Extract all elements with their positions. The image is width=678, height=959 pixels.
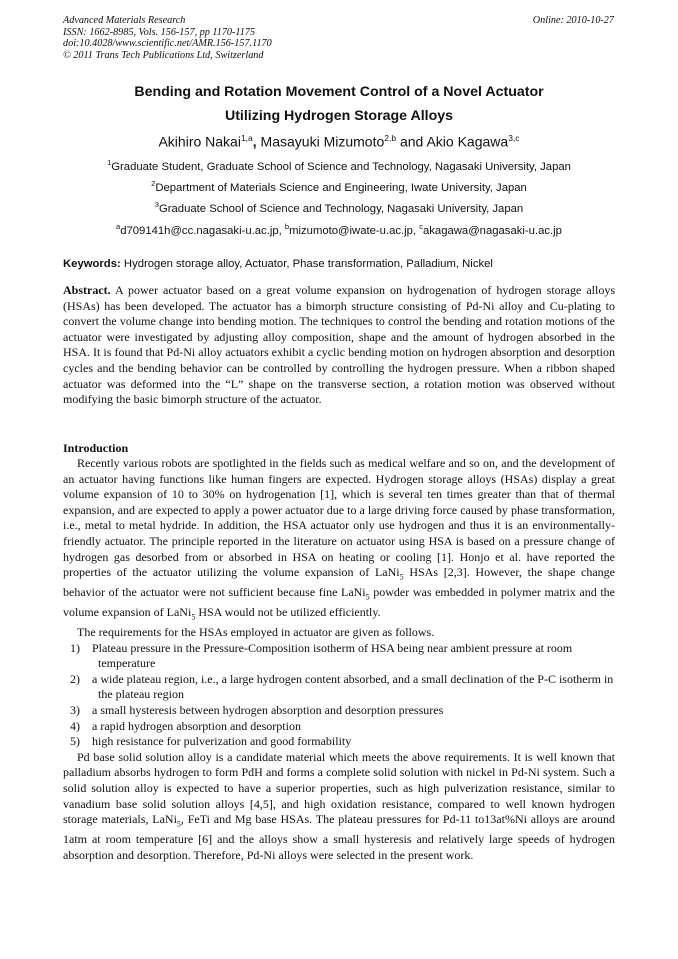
author-3-sup: 3,c (508, 133, 520, 143)
intro-p1-part-a: Recently various robots are spotlighted in the fields such as medical welfare and so on, and the development of an actuator having functions like human fingers are expected. Hydrogen storage alloys (HSAs) display a great volume expansion of 10 to 30% on hydrogenation [1], which is several ten times greater than that of thermal expansion, and are expected to apply a power actuator due to a large driving force caused by phase transformation, i.e., metal to metal hydride. In addition, the HSA actuator only use hydrogen and thus it is an environmentally-friendly actuator. The principle reported in the literature on actuator using HSA is based on a pressure change of hydrogen gas desorbed from or absorbed in HSA on heating or cooling [1]. Honjo et al. have reported the properties of the actuator utilizing the volume expansion of LaNi (63, 456, 615, 580)
affiliation-2-text: Department of Materials Science and Engineering, Iwate University, Japan (155, 181, 527, 194)
list-item-text: Plateau pressure in the Pressure-Composition isotherm of HSA being near ambient pressure at room temperature (92, 640, 573, 671)
intro-p2-part-a: Pd base solid solution alloy is a candidate material which meets the above requirements. It is well known that palladium absorbs hydrogen to form PdH and forms a complete solid solution with nickel in Pd-Ni system. Such a solid solution alloy is expected to have a superior properties, such as high pulverization resistance, similar to vanadium base solid solution alloys [4,5], and high oxidation resistance, compared to well known hydrogen storage materials, LaNi (63, 749, 615, 827)
list-item-text: high resistance for pulverization and good formability (92, 734, 352, 749)
intro-paragraph-1 (63, 456, 615, 625)
journal-name: Advanced Materials Research (63, 15, 186, 26)
affiliation-3-sup: 3 (154, 200, 159, 209)
requirements-list (63, 641, 615, 750)
abstract (63, 283, 615, 408)
author-1-sup: 1,a (240, 133, 253, 143)
author-list (60, 128, 618, 152)
abstract-label: Abstract. (63, 283, 111, 297)
keywords (63, 256, 615, 272)
list-item (63, 672, 615, 703)
journal-doi: doi:10.4028/www.scientific.net/AMR.156-157.1170 (63, 38, 272, 50)
affiliation-2 (60, 176, 618, 196)
affiliation-3-text: Graduate School of Science and Technology, Nagasaki University, Japan (158, 202, 524, 215)
keywords-label: Keywords: (63, 258, 121, 270)
author-1: Akihiro Nakai (158, 133, 241, 150)
journal-copyright: © 2011 Trans Tech Publications Ltd, Switzerland (63, 49, 264, 61)
list-item (63, 703, 615, 719)
email-c: akagawa@nagasaki-u.ac.jp (422, 224, 562, 237)
keywords-text: Hydrogen storage alloy, Actuator, Phase transformation, Palladium, Nickel (120, 258, 493, 270)
list-item (63, 719, 615, 735)
online-date: Online: 2010-10-27 (532, 15, 614, 26)
author-2: Masayuki Mizumoto (256, 133, 385, 150)
email-a: d709141h@cc.nagasaki-u.ac.jp, (120, 224, 285, 237)
intro-paragraph-2 (63, 750, 615, 864)
list-item-number: 3) (70, 703, 80, 718)
introduction-body (63, 456, 615, 863)
author-3: Akio Kagawa (426, 133, 509, 150)
intro-p1-part-d: HSA would not be utilized efficiently. (195, 605, 381, 620)
intro-p1-part-c: powder was embedded in polymer matrix and the volume expansion of LaNi (63, 585, 615, 620)
paper-title (60, 80, 618, 128)
list-item-number: 4) (70, 718, 80, 733)
intro-p1-part-b: HSAs [2,3]. However, the shape change behavior of the actuator were not sufficient because fine LaNi (63, 565, 615, 600)
title-line-1: Bending and Rotation Movement Control of a Novel Actuator (134, 84, 544, 100)
subscript-5: 5 (176, 819, 181, 829)
affiliation-2-sup: 2 (151, 179, 156, 188)
list-item-text: a small hysteresis between hydrogen absorption and desorption pressures (92, 703, 444, 718)
list-item-text: a rapid hydrogen absorption and desorption (92, 718, 301, 733)
journal-issn: ISSN: 1662-8985, Vols. 156-157, pp 1170-1175 (63, 26, 256, 38)
list-item (63, 734, 615, 750)
affiliation-1-sup: 1 (107, 158, 112, 167)
introduction-heading: Introduction (63, 441, 129, 455)
list-item (63, 641, 615, 672)
subscript-5: 5 (191, 612, 196, 622)
list-item-number: 2) (70, 671, 80, 686)
abstract-text: A power actuator based on a great volume expansion on hydrogenation of hydrogen storage alloys (HSAs) has been developed. The actuator has a bimorph structure consisting of Pd-Ni alloy and Cu-plating to convert the volume change into bending motion. The techniques to control the bending and rotation motions of the actuator were investigated by adjusting alloy composition, shape and the amount of hydrogen absorbed in the HSA. It is found that Pd-Ni alloy actuators exhibit a cyclic bending motion on hydrogen absorption and desorption cycles and the bending behavior can be controlled by controlling the hydrogen pressure. When a ribbon shaped actuator was deformed into the “L” shape on the transverse section, a rotation motion was observed without modifying the basic bimorph structure of the actuator. (63, 283, 615, 407)
journal-header (63, 15, 272, 61)
email-c-sup: c (419, 222, 423, 231)
list-item-number: 5) (70, 734, 80, 749)
affiliation-3 (60, 197, 618, 217)
email-b: mizumoto@iwate-u.ac.jp, (289, 224, 420, 237)
subscript-5: 5 (365, 592, 370, 602)
affiliation-1-text: Graduate Student, Graduate School of Science and Technology, Nagasaki University, Japan (111, 160, 571, 173)
email-b-sup: b (284, 222, 290, 231)
email-a-sup: a (116, 222, 121, 231)
list-item-text: a wide plateau region, i.e., a large hydrogen content absorbed, and a small declination of the P-C isotherm in the plateau region (92, 671, 614, 702)
author-separator: , (252, 133, 257, 150)
list-item-number: 1) (70, 640, 80, 655)
intro-p2-part-b: , FeTi and Mg base HSAs. The plateau pressures for Pd-11 to13at%Ni alloys are around 1atm at room temperature [6] and the alloys show a small hysteresis and relatively large speeds of hydrogen absorption and desorption. Therefore, Pd-Ni alloys were selected in the present work. (63, 812, 615, 862)
affiliation-1 (60, 155, 618, 175)
author-2-sup: 2,b (384, 133, 397, 143)
title-line-2: Utilizing Hydrogen Storage Alloys (224, 108, 454, 124)
requirements-lead: The requirements for the HSAs employed in actuator are given as follows. (77, 625, 435, 640)
author-and: and (396, 133, 427, 150)
email-line (60, 219, 618, 239)
subscript-5: 5 (399, 572, 404, 582)
